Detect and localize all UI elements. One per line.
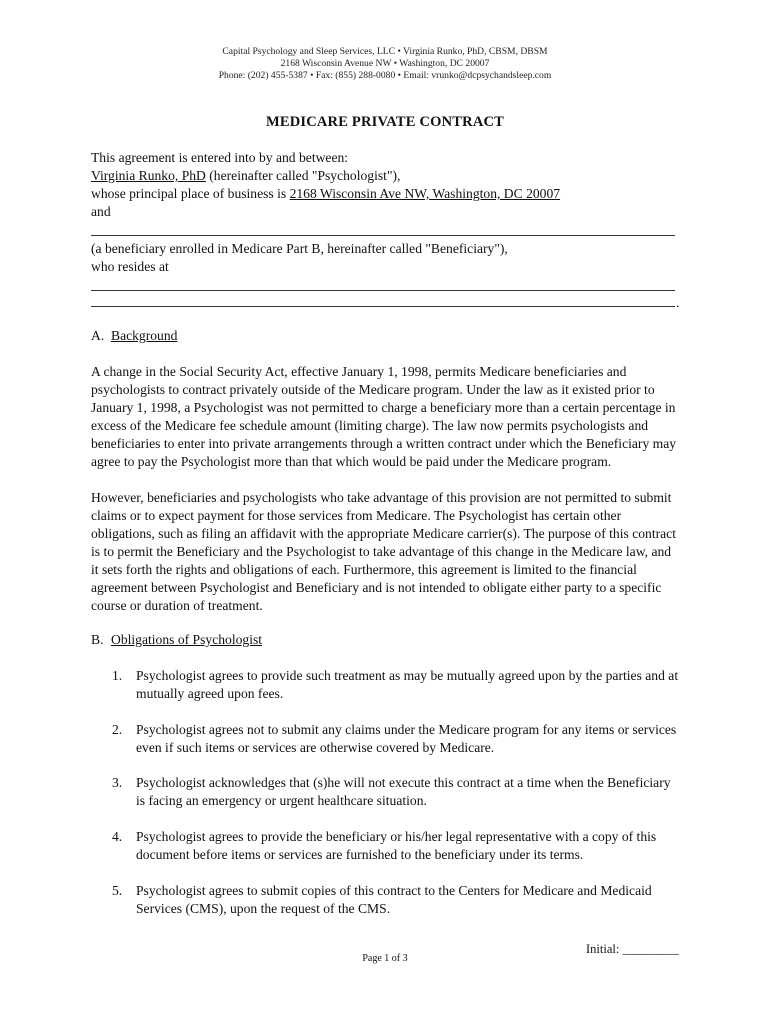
psychologist-suffix: (hereinafter called "Psychologist"), xyxy=(205,168,401,183)
address-prefix: whose principal place of business is xyxy=(91,186,290,201)
beneficiary-name-blank[interactable] xyxy=(91,235,675,236)
section-a-title: Background xyxy=(111,328,178,343)
section-a-letter: A. xyxy=(91,328,105,343)
address-line xyxy=(91,185,560,203)
and-line: and xyxy=(91,204,111,219)
page-number: Page 1 of 3 xyxy=(362,953,408,964)
item-text: Psychologist agrees to submit copies of this contract to the Centers for Medicare and Medicaid Services (CMS), upon the request of the CMS. xyxy=(136,883,652,916)
obligation-item xyxy=(112,721,680,757)
resides-line: who resides at xyxy=(91,259,169,274)
obligation-item xyxy=(112,882,680,918)
section-a-heading xyxy=(91,327,177,345)
item-text: Psychologist agrees not to submit any claims under the Medicare program for any items or services even if such items or services are otherwise covered by Medicare. xyxy=(136,722,677,755)
letterhead-line-1: Capital Psychology and Sleep Services, LLC • Virginia Runko, PhD, CBSM, DBSM xyxy=(222,46,548,57)
item-text: Psychologist agrees to provide such treatment as may be mutually agreed upon by the parties and at mutually agreed upon fees. xyxy=(136,668,679,701)
initial-field[interactable]: Initial: _________ xyxy=(586,942,679,956)
item-number: 3. xyxy=(112,775,123,790)
beneficiary-address-blank-1[interactable] xyxy=(91,290,675,291)
item-text: Psychologist acknowledges that (s)he will not execute this contract at a time when the Beneficiary is facing an emergency or urgent healthcare situation. xyxy=(136,775,671,808)
practice-address: 2168 Wisconsin Ave NW, Washington, DC 20007 xyxy=(289,186,561,201)
background-paragraph-2: However, beneficiaries and psychologists who take advantage of this provision are not permitted to submit claims or to expect payment for those services from Medicare. The Psychologist has certain other obligations, such as filing an affidavit with the appropriate Medicare carrier(s). The purpose of this contract is to permit the Beneficiary and the Psychologist to take advantage of this change in the Medicare law, and it sets forth the rights and obligations of each. Furthermore, this agreement is limited to the financial agreement between Psychologist and Beneficiary and is not intended to obligate either party to a specific course or duration of treatment. xyxy=(91,490,676,613)
obligation-item xyxy=(112,774,680,810)
intro-line: This agreement is entered into by and between: xyxy=(91,150,349,165)
psychologist-name: Virginia Runko, PhD xyxy=(91,168,206,183)
obligation-item xyxy=(112,667,680,703)
beneficiary-address-blank-2[interactable] xyxy=(91,306,675,307)
section-b-heading xyxy=(91,631,262,649)
letterhead-line-2: 2168 Wisconsin Avenue NW • Washington, DC 20007 xyxy=(280,58,490,69)
letterhead-line-3: Phone: (202) 455-5387 • Fax: (855) 288-0080 • Email: vrunko@dcpsychandsleep.com xyxy=(218,70,552,81)
background-paragraph-1: A change in the Social Security Act, effective January 1, 1998, permits Medicare beneficiaries and psychologists to contract privately outside of the Medicare program. Under the law as it existed prior to January 1, 1998, a Psychologist was not permitted to charge a beneficiary more than a certain percentage in excess of the Medicare fee schedule amount (limiting charge). The law now permits psychologists and beneficiaries to enter into private arrangements through a written contract under which the Beneficiary may agree to pay the Psychologist more than that which would be paid under the Medicare program. xyxy=(91,364,677,469)
psychologist-line xyxy=(91,167,400,185)
item-text: Psychologist agrees to provide the beneficiary or his/her legal representative with a copy of this document before items or services are furnished to the beneficiary under its terms. xyxy=(136,829,657,862)
document-title: MEDICARE PRIVATE CONTRACT xyxy=(265,114,505,130)
item-number: 4. xyxy=(112,829,123,844)
item-number: 2. xyxy=(112,722,123,737)
item-number: 5. xyxy=(112,883,123,898)
beneficiary-line: (a beneficiary enrolled in Medicare Part B, hereinafter called "Beneficiary"), xyxy=(91,241,508,256)
item-number: 1. xyxy=(112,668,123,683)
section-b-title: Obligations of Psychologist xyxy=(111,632,263,647)
address-period: . xyxy=(676,295,680,310)
section-b-letter: B. xyxy=(91,632,104,647)
obligation-item xyxy=(112,828,680,864)
